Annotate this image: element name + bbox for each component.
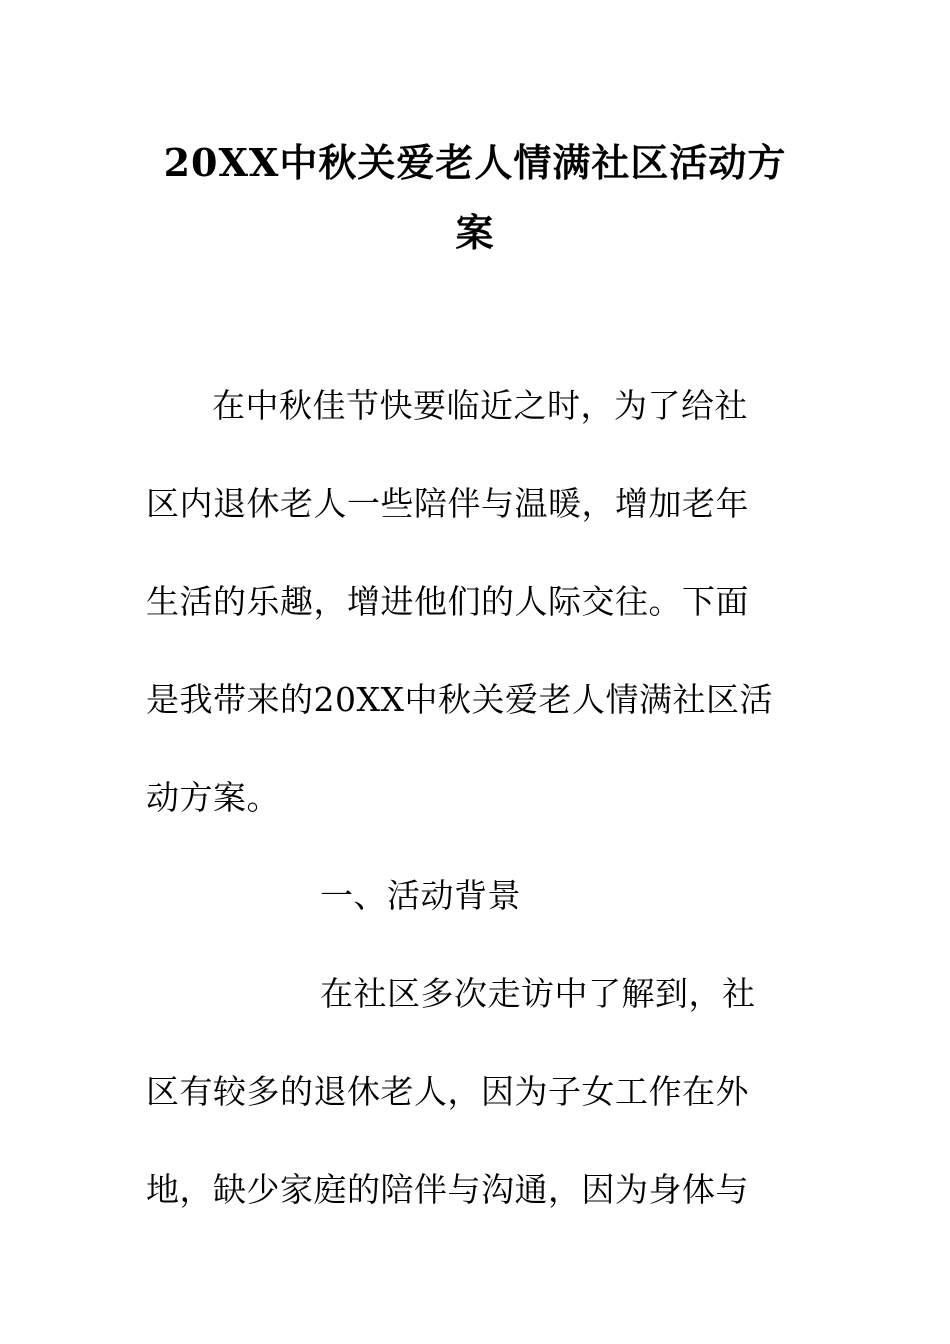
intro-line-1: 在中秋佳节快要临近之时，为了给社 [212,386,748,425]
intro-line-4: 是我带来的20XX中秋关爱老人情满社区活 [146,680,773,719]
section-heading: 一、活动背景 [320,876,521,915]
document-title-line-1: 20XX中秋关爱老人情满社区活动方 [163,140,787,185]
intro-line-5: 动方案。 [146,778,280,817]
section-line-3: 地，缺少家庭的陪伴与沟通，因为身体与 [146,1170,749,1209]
section-line-2: 区有较多的退休老人，因为子女工作在外 [146,1072,749,1111]
intro-line-3: 生活的乐趣，增进他们的人际交往。下面 [146,582,749,621]
document-title-line-2: 案 [455,210,495,255]
intro-line-2: 区内退休老人一些陪伴与温暖，增加老年 [146,484,749,523]
section-line-1: 在社区多次走访中了解到，社 [320,974,756,1013]
